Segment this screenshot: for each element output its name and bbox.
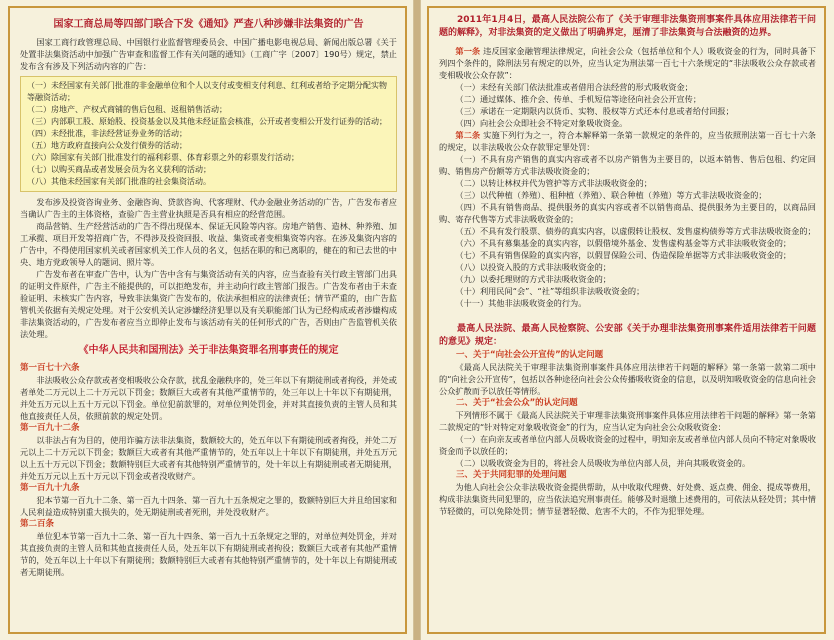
left-page-content bbox=[20, 14, 397, 630]
article-lead: 第一条 bbox=[455, 46, 481, 56]
article-paragraph bbox=[439, 45, 816, 81]
list-item: （八）以投资入股的方式非法吸收资金的； bbox=[455, 262, 611, 272]
left-paragraph: 广告发布者在审查广告中，认为广告中含有与集资活动有关的内容，应当查验有关行政主管部门出具的证明文件原件，广告主不能提供的，可以拒绝发布，并主动向行政主管部门报告。广告发布者由于未查验证明、未核实广告内容，导致非法集资广告发布的，依法承担相应的法律责任；情节严重的，由广告监管机关依据有关规定处理。对于公安机关认定涉嫌经济犯罪以及有关职能部门认为已经构成或者涉嫌构成非法集资活动的，广告发布者应当立即停止发布与该活动有关的任何形式的广告，否则由广告监管机关依法处理。 bbox=[20, 269, 397, 339]
list-item: （一）不具有房产销售的真实内容或者不以房产销售为主要目的，以返本销售、售后包租、约定回购、销售房产份额等方式非法吸收资金的； bbox=[439, 154, 816, 176]
prohibited-ad-list bbox=[20, 76, 397, 192]
article-text: 非法吸收公众存款或者变相吸收公众存款，扰乱金融秩序的，处三年以下有期徒刑或者拘役，并处或者单处二万元以上二十万元以下罚金；数额巨大或者有其他严重情节的，处三年以上十年以下有期徒刑，并处五万元以上五十万元以下罚金。单位犯前款罪的，对单位判处罚金，并对其直接负责的主管人员和其他直接责任人员，依照前款的规定处罚。 bbox=[20, 375, 397, 421]
article-lead: 第二条 bbox=[455, 130, 481, 140]
article-heading: 第一百七十六条 bbox=[20, 363, 80, 373]
list-item: （三）内部职工股、原始股、投资基金以及其他未经证监会核准，公开或者变相公开发行证券的活动； bbox=[27, 117, 387, 126]
list-item: （八）其他未经国家有关部门批准的社会集资活动。 bbox=[27, 177, 211, 186]
right-title-interpretation: 2011年1月4日，最高人民法院公布了《关于审理非法集资刑事案件具体应用法律若干问题的解释》，对非法集资的定义做出了明确界定，厘清了非法集资与合法融资的边界。 bbox=[439, 15, 816, 38]
left-paragraph: 发布涉及投资咨询业务、金融咨询、贷款咨询、代客理财、代办金融业务活动的广告，广告发布者应当确认广告主的主体资格，查验广告主营业执照是否具有相应的经营范围。 bbox=[20, 197, 397, 219]
list-item: （七）以购买商品或者发展会员为名义获利的活动； bbox=[27, 165, 211, 174]
list-item: （一）未经有关部门依法批准或者借用合法经营的形式吸收资金； bbox=[455, 82, 693, 92]
article-text: 以非法占有为目的，使用诈骗方法非法集资，数额较大的，处五年以下有期徒刑或者拘役，并处二万元以上二十万元以下罚金；数额巨大或者有其他严重情节的，处五年以上十年以下有期徒刑，并处五万元以上五十万元以下罚金；数额特别巨大或者有其他特别严重情节的，处十年以上有期徒刑或者无期徒刑，并处五万元以上五十万元以下罚金或者没收财产。 bbox=[20, 435, 397, 481]
section-text: 下列情形不属于《最高人民法院关于审理非法集资刑事案件具体应用法律若干问题的解释》第一条第二款规定的“针对特定对象吸收资金”的行为，应当认定为向社会公众吸收资金： bbox=[439, 410, 816, 432]
article-heading: 第一百九十二条 bbox=[20, 423, 80, 433]
section-heading: 一、关于“向社会公开宣传”的认定问题 bbox=[456, 350, 604, 360]
article-text: 犯本节第一百九十二条、第一百九十四条、第一百九十五条规定之罪的，数额特别巨大并且给国家和人民利益造成特别重大损失的，处无期徒刑或者死刑，并处没收财产。 bbox=[20, 495, 397, 517]
list-item: （六）不具有募集基金的真实内容，以假借境外基金、发售虚构基金等方式非法吸收资金的； bbox=[455, 238, 792, 248]
left-title-criminal-law: 《中华人民共和国刑法》关于非法集资罪名刑事责任的规定 bbox=[78, 345, 339, 356]
article-heading: 第二百条 bbox=[20, 519, 55, 529]
list-item: （二）以转让林权并代为管护等方式非法吸收资金的； bbox=[455, 178, 652, 188]
list-item: （十）利用民间“会”、“社”等组织非法吸收资金的； bbox=[455, 286, 645, 296]
article-heading: 第一百九十九条 bbox=[20, 483, 80, 493]
list-item: （四）向社会公众即社会不特定对象吸收资金。 bbox=[455, 118, 628, 128]
left-paragraph: 商品营销、生产经营活动的广告不得出现保本、保证无风险等内容。房地产销售、造林、种养殖、加工承揽、项目开发等招商广告，不得涉及投资回报、收益、集资或者变相集资等内容。在涉及集资内容的广告中，不得使用国家机关或者国家机关工作人员的名义，包括在职的和已离职的，健在的和已去世的中央、地方党政领导人的题词、照片等。 bbox=[20, 221, 397, 267]
section-text: 《最高人民法院关于审理非法集资刑事案件具体应用法律若干问题的解释》第一条第一款第二项中的“向社会公开宣传”，包括以各种途径向社会公众传播吸收资金的信息，以及明知吸收资金的信息向社会公众扩散而予以放任等情形。 bbox=[439, 362, 816, 396]
list-item: （一）未经国家有关部门批准的非金融单位和个人以支付或变相支付利息、红利或者给予定期分配实物等融资活动； bbox=[27, 81, 387, 102]
list-item: （三）承诺在一定期限内以货币、实物、股权等方式还本付息或者给付回报； bbox=[455, 106, 734, 116]
right-page-content bbox=[439, 14, 816, 630]
list-item: （五）地方政府直接向公众发行债券的活动； bbox=[27, 141, 187, 150]
list-item: （二）房地产、产权式商铺的售后包租、返租销售活动； bbox=[27, 105, 227, 114]
list-item: （六）除国家有关部门批准发行的福利彩票、体育彩票之外的彩票发行活动； bbox=[27, 153, 299, 162]
article-text: 违反国家金融管理法律规定，向社会公众（包括单位和个人）吸收资金的行为，同时具备下列四个条件的，除刑法另有规定的以外，应当认定为刑法第一百七十六条规定的“非法吸收公众存款或者变相吸收公众存款”： bbox=[439, 46, 816, 80]
list-item: （三）以代种植（养殖）、租种植（养殖）、联合种植（养殖）等方式非法吸收资金的； bbox=[455, 190, 767, 200]
article-text: 实施下列行为之一，符合本解释第一条第一款规定的条件的，应当依照刑法第一百七十六条的规定，以非法吸收公众存款罪定罪处罚： bbox=[439, 130, 816, 152]
left-page bbox=[0, 0, 414, 640]
left-title-notice: 国家工商总局等四部门联合下发《通知》严查八种涉嫌非法集资的广告 bbox=[53, 19, 364, 30]
section-text: 为他人向社会公众非法吸收资金提供帮助，从中收取代理费、好处费、返点费、佣金、提成等费用，构成非法集资共同犯罪的，应当依法追究刑事责任。能够及时退缴上述费用的，可依法从轻处罚；其中情节轻微的，可以免除处罚；情节显著轻微、危害不大的，不作为犯罪处理。 bbox=[439, 482, 816, 516]
list-item: （九）以委托理财的方式非法吸收资金的； bbox=[455, 274, 611, 284]
right-title-opinion: 最高人民法院、最高人民检察院、公安部《关于办理非法集资刑事案件适用法律若干问题的意见》规定： bbox=[439, 324, 816, 347]
article-paragraph bbox=[439, 129, 816, 153]
list-item: （五）不具有发行股票、债券的真实内容，以虚假转让股权、发售虚构债券等方式非法吸收资金的； bbox=[455, 226, 816, 236]
list-item: （四）未经批准，非法经营证券业务的活动； bbox=[27, 129, 187, 138]
article-text: 单位犯本节第一百九十二条、第一百九十四条、第一百九十五条规定之罪的，对单位判处罚金，并对其直接负责的主管人员和其他直接责任人员，处五年以下有期徒刑或者拘役；数额巨大或者有其他严重情节的，处五年以上十年以下有期徒刑；数额特别巨大或者有其他特别严重情节的，处十年以上有期徒刑或者无期徒刑。 bbox=[20, 531, 397, 577]
list-item: （一）在向亲友或者单位内部人员吸收资金的过程中，明知亲友或者单位内部人员向不特定对象吸收资金而予以放任的； bbox=[439, 434, 816, 456]
list-item: （十一）其他非法吸收资金的行为。 bbox=[455, 298, 587, 308]
list-item: （四）不具有销售商品、提供服务的真实内容或者不以销售商品、提供服务为主要目的，以商品回购、寄存代售等方式非法吸收资金的； bbox=[439, 202, 816, 224]
right-page bbox=[420, 0, 834, 640]
list-item: （七）不具有销售保险的真实内容，以假冒保险公司、伪造保险单据等方式非法吸收资金的； bbox=[455, 250, 792, 260]
left-intro-paragraph: 国家工商行政管理总局、中国银行业监督管理委员会、中国广播电影电视总局、新闻出版总署《关于处置非法集资活动中加强广告审查和监督工作有关问题的通知》（工商广字〔2007〕190号）规定，禁止发布含有涉及下列活动内容的广告： bbox=[20, 37, 397, 71]
list-item: （二）以吸收资金为目的，将社会人员吸收为单位内部人员，并向其吸收资金的。 bbox=[455, 458, 751, 468]
list-item: （二）通过媒体、推介会、传单、手机短信等途径向社会公开宣传； bbox=[455, 94, 702, 104]
section-heading: 三、关于共同犯罪的处理问题 bbox=[456, 470, 567, 480]
section-heading: 二、关于“社会公众”的认定问题 bbox=[456, 398, 578, 408]
